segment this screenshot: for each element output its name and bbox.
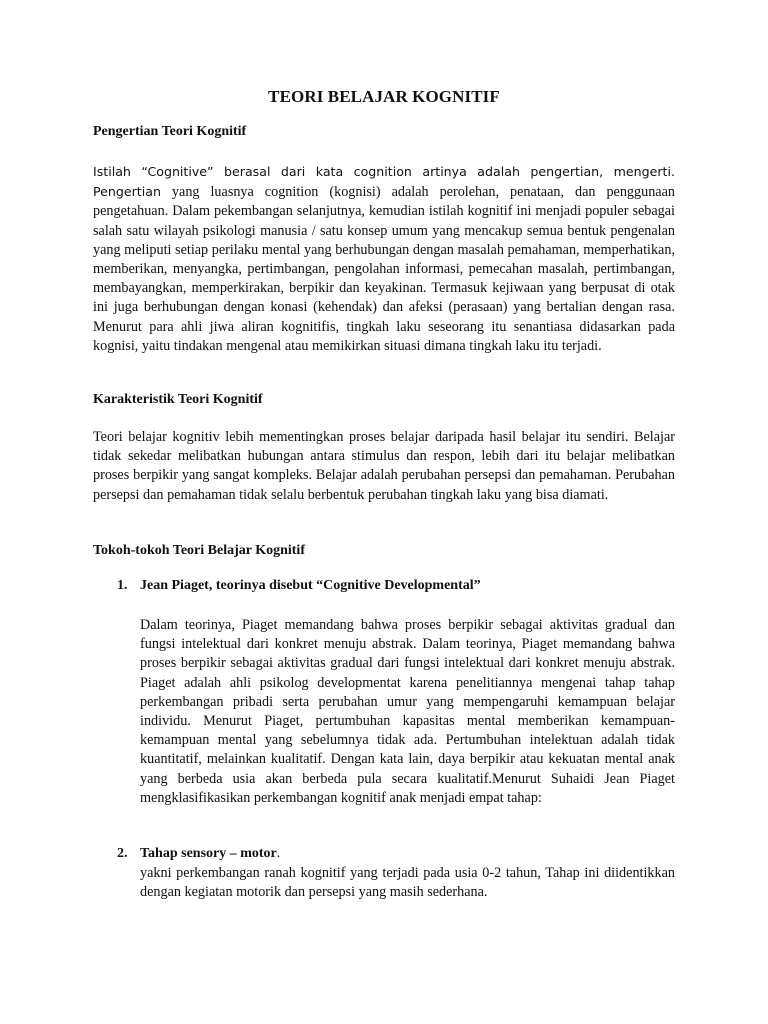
- paragraph-pengertian-body: yang luasnya cognition (kognisi) adalah perolehan, penataan, dan penggunaan pengetahuan. Dalam pekembangan selanjutnya, kemudian istilah kognitif ini menjadi populer sebagai salah satu wilayah psikologi manusia / satu konsep umum yang mencakup semua bentuk pengenalan yang meliputi setiap perilaku mental yang berhubungan dengan masalah pemahaman, memperhatikan, memberikan, menyangka, pertimbangan, pengolahan informasi, pemecahan masalah, pertimbangan, membayangkan, memperkirakan, berpikir dan keyakinan. Termasuk kejiwaan yang berpusat di otak ini juga berhubungan dengan konasi (kehendak) dan afeksi (perasaan) yang bertalian dengan rasa. Menurut para ahli jiwa aliran kognitifis, tingkah laku seseorang itu senantiasa didasarkan pada kognisi, yaitu tindakan mengenal atau memikirkan situasi dimana tingkah laku itu terjadi.: [93, 184, 675, 354]
- list-item-1-heading: [117, 578, 481, 594]
- paragraph-karakteristik: Teori belajar kognitiv lebih mementingkan proses belajar daripada hasil belajar itu sendiri. Belajar tidak sekedar melibatkan hubungan antara stimulus dan respon, lebih dari itu belajar melibatkan proses berpikir yang sangat kompleks. Belajar adalah perubahan persepsi dan pemahaman. Perubahan persepsi dan pemahaman tidak selalu berbentuk perubahan tingkah laku yang bisa diamati.: [93, 429, 675, 503]
- list-item-2-label: Tahap sensory – motor: [140, 846, 277, 861]
- heading-tokoh: Tokoh-tokoh Teori Belajar Kognitif: [93, 543, 305, 558]
- heading-karakteristik: Karakteristik Teori Kognitif: [93, 392, 263, 407]
- document-title: TEORI BELAJAR KOGNITIF: [268, 87, 500, 106]
- paragraph-pengertian: [93, 162, 675, 356]
- paragraph-pengertian-first-line: Istilah “Cognitive” berasal dari kata cognition artinya adalah pengertian, mengerti. Pengertian: [93, 164, 675, 200]
- list-item-2-suffix: .: [276, 846, 281, 861]
- list-item-1-body: Dalam teorinya, Piaget memandang bahwa proses berpikir sebagai aktivitas gradual dan fungsi intelektual dari konkret menuju abstrak. Dalam teorinya, Piaget memandang bahwa proses berpikir sebagai aktivitas gradual dari fungsi intelektual dari konkret menuju abstrak. Piaget adalah ahli psikolog developmentat karena penelitiannya mengenai tahap tahap perkembangan pribadi serta perubahan umur yang mempengaruhi kemampuan belajar individu. Menurut Piaget, pertumbuhan kapasitas mental memberikan kemampuan-kemampuan mental yang sebelumnya tidak ada. Pertumbuhan intelektuan adalah tidak kuantitatif, melainkan kualitatif. Dengan kata lain, daya berpikir atau kekuatan mental anak yang berbeda usia akan berbeda pula secara kualitatif.Menurut Suhaidi Jean Piaget mengklasifikasikan perkembangan kognitif anak menjadi empat tahap:: [140, 617, 675, 806]
- heading-pengertian: Pengertian Teori Kognitif: [93, 124, 247, 139]
- list-item-2-heading: [117, 846, 280, 862]
- list-item-2-body: yakni perkembangan ranah kognitif yang terjadi pada usia 0-2 tahun, Tahap ini diidentikkan dengan kegiatan motorik dan persepsi yang masih sederhana.: [140, 865, 675, 901]
- list-item-1-label: Jean Piaget, teorinya disebut “Cognitive Developmental”: [140, 578, 481, 593]
- list-item-2-number: 2.: [117, 846, 128, 861]
- list-item-1-number: 1.: [117, 578, 128, 593]
